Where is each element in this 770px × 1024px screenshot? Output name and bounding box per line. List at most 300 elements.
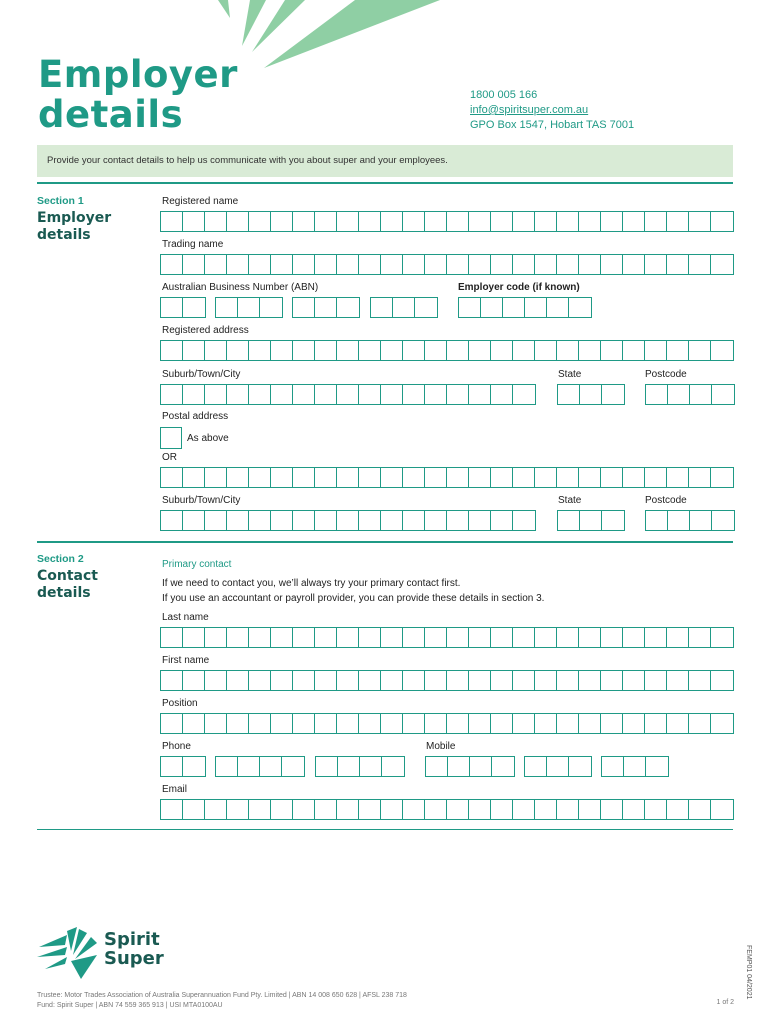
char-box[interactable] <box>667 341 689 360</box>
char-box[interactable] <box>491 628 513 647</box>
char-box[interactable] <box>447 628 469 647</box>
char-box[interactable] <box>205 671 227 690</box>
char-box[interactable] <box>161 511 183 530</box>
char-box[interactable] <box>315 468 337 487</box>
char-box[interactable] <box>315 511 337 530</box>
char-box[interactable] <box>667 714 689 733</box>
char-box[interactable] <box>249 671 271 690</box>
char-box[interactable] <box>557 800 579 819</box>
char-box[interactable] <box>558 385 580 404</box>
char-box[interactable] <box>579 714 601 733</box>
char-box[interactable] <box>205 468 227 487</box>
char-box[interactable] <box>547 757 569 776</box>
char-box[interactable] <box>293 628 315 647</box>
char-box[interactable] <box>393 298 415 317</box>
char-box[interactable] <box>447 385 469 404</box>
char-box[interactable] <box>183 671 205 690</box>
char-box[interactable] <box>403 212 425 231</box>
char-box[interactable] <box>469 714 491 733</box>
char-box[interactable] <box>601 255 623 274</box>
postal-address-field[interactable] <box>160 467 734 488</box>
char-box[interactable] <box>227 468 249 487</box>
char-box[interactable] <box>249 468 271 487</box>
char-box[interactable] <box>491 385 513 404</box>
char-box[interactable] <box>712 511 734 530</box>
postal-state-field[interactable] <box>557 510 625 531</box>
char-box[interactable] <box>547 298 569 317</box>
char-box[interactable] <box>359 800 381 819</box>
char-box[interactable] <box>469 212 491 231</box>
char-box[interactable] <box>491 468 513 487</box>
char-box[interactable] <box>161 468 183 487</box>
char-box[interactable] <box>579 468 601 487</box>
char-box[interactable] <box>624 757 646 776</box>
char-box[interactable] <box>293 255 315 274</box>
char-box[interactable] <box>513 468 535 487</box>
char-box[interactable] <box>513 714 535 733</box>
char-box[interactable] <box>205 385 227 404</box>
char-box[interactable] <box>271 468 293 487</box>
char-box[interactable] <box>205 255 227 274</box>
postcode-field[interactable] <box>645 384 735 405</box>
char-box[interactable] <box>689 212 711 231</box>
char-box[interactable] <box>183 628 205 647</box>
char-box[interactable] <box>569 298 591 317</box>
first-name-field[interactable] <box>160 670 734 691</box>
char-box[interactable] <box>271 385 293 404</box>
char-box[interactable] <box>260 298 282 317</box>
char-box[interactable] <box>403 800 425 819</box>
char-box[interactable] <box>205 628 227 647</box>
char-box[interactable] <box>623 255 645 274</box>
char-box[interactable] <box>491 800 513 819</box>
char-box[interactable] <box>183 255 205 274</box>
char-box[interactable] <box>601 628 623 647</box>
char-box[interactable] <box>360 757 382 776</box>
char-box[interactable] <box>491 671 513 690</box>
char-box[interactable] <box>689 800 711 819</box>
char-box[interactable] <box>601 341 623 360</box>
char-box[interactable] <box>557 628 579 647</box>
char-box[interactable] <box>425 511 447 530</box>
char-box[interactable] <box>601 671 623 690</box>
char-box[interactable] <box>205 800 227 819</box>
char-box[interactable] <box>580 511 602 530</box>
char-box[interactable] <box>513 671 535 690</box>
trading-name-field[interactable] <box>160 254 734 275</box>
char-box[interactable] <box>535 671 557 690</box>
char-box[interactable] <box>525 298 547 317</box>
char-box[interactable] <box>513 255 535 274</box>
char-box[interactable] <box>513 341 535 360</box>
char-box[interactable] <box>623 468 645 487</box>
char-box[interactable] <box>645 671 667 690</box>
char-box[interactable] <box>425 341 447 360</box>
abn-field-1[interactable] <box>160 297 206 318</box>
char-box[interactable] <box>425 385 447 404</box>
char-box[interactable] <box>227 671 249 690</box>
char-box[interactable] <box>161 628 183 647</box>
email-link[interactable]: info@spiritsuper.com.au <box>470 104 589 116</box>
mobile-field-2[interactable] <box>524 756 592 777</box>
char-box[interactable] <box>227 385 249 404</box>
char-box[interactable] <box>183 468 205 487</box>
char-box[interactable] <box>161 298 183 317</box>
char-box[interactable] <box>579 255 601 274</box>
char-box[interactable] <box>381 628 403 647</box>
char-box[interactable] <box>558 511 580 530</box>
char-box[interactable] <box>557 468 579 487</box>
char-box[interactable] <box>470 757 492 776</box>
char-box[interactable] <box>315 298 337 317</box>
char-box[interactable] <box>183 511 205 530</box>
char-box[interactable] <box>227 255 249 274</box>
char-box[interactable] <box>425 800 447 819</box>
char-box[interactable] <box>359 255 381 274</box>
phone-field-3[interactable] <box>315 756 405 777</box>
char-box[interactable] <box>315 671 337 690</box>
char-box[interactable] <box>491 255 513 274</box>
char-box[interactable] <box>293 671 315 690</box>
char-box[interactable] <box>359 212 381 231</box>
char-box[interactable] <box>535 255 557 274</box>
char-box[interactable] <box>359 671 381 690</box>
char-box[interactable] <box>183 800 205 819</box>
char-box[interactable] <box>667 671 689 690</box>
char-box[interactable] <box>403 255 425 274</box>
char-box[interactable] <box>645 628 667 647</box>
char-box[interactable] <box>425 628 447 647</box>
char-box[interactable] <box>403 671 425 690</box>
char-box[interactable] <box>492 757 514 776</box>
char-box[interactable] <box>646 385 668 404</box>
char-box[interactable] <box>667 468 689 487</box>
char-box[interactable] <box>469 341 491 360</box>
char-box[interactable] <box>689 341 711 360</box>
char-box[interactable] <box>491 511 513 530</box>
char-box[interactable] <box>381 255 403 274</box>
char-box[interactable] <box>689 671 711 690</box>
char-box[interactable] <box>293 714 315 733</box>
char-box[interactable] <box>557 255 579 274</box>
char-box[interactable] <box>260 757 282 776</box>
char-box[interactable] <box>525 757 547 776</box>
char-box[interactable] <box>315 714 337 733</box>
char-box[interactable] <box>205 511 227 530</box>
char-box[interactable] <box>535 468 557 487</box>
char-box[interactable] <box>293 385 315 404</box>
char-box[interactable] <box>689 714 711 733</box>
postal-suburb-field[interactable] <box>160 510 536 531</box>
char-box[interactable] <box>183 341 205 360</box>
char-box[interactable] <box>315 800 337 819</box>
char-box[interactable] <box>371 298 393 317</box>
char-box[interactable] <box>623 341 645 360</box>
char-box[interactable] <box>381 212 403 231</box>
char-box[interactable] <box>711 800 733 819</box>
char-box[interactable] <box>205 714 227 733</box>
char-box[interactable] <box>381 385 403 404</box>
char-box[interactable] <box>469 511 491 530</box>
char-box[interactable] <box>249 628 271 647</box>
char-box[interactable] <box>316 757 338 776</box>
char-box[interactable] <box>602 511 624 530</box>
char-box[interactable] <box>557 341 579 360</box>
mobile-field-3[interactable] <box>601 756 669 777</box>
abn-field-4[interactable] <box>370 297 438 318</box>
char-box[interactable] <box>667 800 689 819</box>
char-box[interactable] <box>469 628 491 647</box>
char-box[interactable] <box>271 341 293 360</box>
char-box[interactable] <box>249 511 271 530</box>
char-box[interactable] <box>447 468 469 487</box>
phone-field-1[interactable] <box>160 756 206 777</box>
char-box[interactable] <box>601 800 623 819</box>
char-box[interactable] <box>469 385 491 404</box>
char-box[interactable] <box>425 714 447 733</box>
char-box[interactable] <box>161 385 183 404</box>
char-box[interactable] <box>623 628 645 647</box>
char-box[interactable] <box>646 757 668 776</box>
char-box[interactable] <box>513 212 535 231</box>
char-box[interactable] <box>227 511 249 530</box>
char-box[interactable] <box>601 468 623 487</box>
char-box[interactable] <box>689 255 711 274</box>
char-box[interactable] <box>315 628 337 647</box>
char-box[interactable] <box>337 628 359 647</box>
char-box[interactable] <box>447 511 469 530</box>
char-box[interactable] <box>315 255 337 274</box>
char-box[interactable] <box>447 255 469 274</box>
char-box[interactable] <box>513 628 535 647</box>
char-box[interactable] <box>623 671 645 690</box>
char-box[interactable] <box>711 341 733 360</box>
char-box[interactable] <box>645 800 667 819</box>
char-box[interactable] <box>161 212 183 231</box>
char-box[interactable] <box>249 255 271 274</box>
char-box[interactable] <box>359 714 381 733</box>
position-field[interactable] <box>160 713 734 734</box>
char-box[interactable] <box>711 212 733 231</box>
last-name-field[interactable] <box>160 627 734 648</box>
char-box[interactable] <box>403 714 425 733</box>
char-box[interactable] <box>403 385 425 404</box>
char-box[interactable] <box>227 341 249 360</box>
char-box[interactable] <box>271 511 293 530</box>
char-box[interactable] <box>359 628 381 647</box>
mobile-field-1[interactable] <box>425 756 515 777</box>
char-box[interactable] <box>382 757 404 776</box>
char-box[interactable] <box>381 511 403 530</box>
char-box[interactable] <box>712 385 734 404</box>
char-box[interactable] <box>161 714 183 733</box>
char-box[interactable] <box>161 255 183 274</box>
char-box[interactable] <box>315 341 337 360</box>
char-box[interactable] <box>503 298 525 317</box>
char-box[interactable] <box>513 511 535 530</box>
char-box[interactable] <box>271 714 293 733</box>
employer-code-field[interactable] <box>458 297 592 318</box>
char-box[interactable] <box>689 628 711 647</box>
char-box[interactable] <box>667 628 689 647</box>
char-box[interactable] <box>645 341 667 360</box>
char-box[interactable] <box>216 298 238 317</box>
char-box[interactable] <box>337 511 359 530</box>
char-box[interactable] <box>293 212 315 231</box>
char-box[interactable] <box>469 671 491 690</box>
char-box[interactable] <box>293 800 315 819</box>
char-box[interactable] <box>426 757 448 776</box>
char-box[interactable] <box>337 212 359 231</box>
char-box[interactable] <box>282 757 304 776</box>
char-box[interactable] <box>557 212 579 231</box>
char-box[interactable] <box>249 800 271 819</box>
postal-postcode-field[interactable] <box>645 510 735 531</box>
char-box[interactable] <box>580 385 602 404</box>
as-above-checkbox[interactable] <box>160 427 182 449</box>
char-box[interactable] <box>447 341 469 360</box>
char-box[interactable] <box>711 628 733 647</box>
char-box[interactable] <box>711 671 733 690</box>
char-box[interactable] <box>359 468 381 487</box>
char-box[interactable] <box>403 628 425 647</box>
char-box[interactable] <box>315 385 337 404</box>
char-box[interactable] <box>623 800 645 819</box>
char-box[interactable] <box>668 385 690 404</box>
char-box[interactable] <box>491 714 513 733</box>
char-box[interactable] <box>381 714 403 733</box>
char-box[interactable] <box>623 212 645 231</box>
char-box[interactable] <box>183 757 205 776</box>
char-box[interactable] <box>645 714 667 733</box>
char-box[interactable] <box>425 212 447 231</box>
registered-address-field[interactable] <box>160 340 734 361</box>
char-box[interactable] <box>338 757 360 776</box>
char-box[interactable] <box>579 212 601 231</box>
char-box[interactable] <box>227 714 249 733</box>
char-box[interactable] <box>205 212 227 231</box>
char-box[interactable] <box>161 757 183 776</box>
char-box[interactable] <box>337 255 359 274</box>
char-box[interactable] <box>535 714 557 733</box>
char-box[interactable] <box>161 800 183 819</box>
char-box[interactable] <box>447 800 469 819</box>
abn-field-2[interactable] <box>215 297 283 318</box>
char-box[interactable] <box>359 385 381 404</box>
char-box[interactable] <box>623 714 645 733</box>
char-box[interactable] <box>337 341 359 360</box>
char-box[interactable] <box>183 298 205 317</box>
char-box[interactable] <box>337 671 359 690</box>
char-box[interactable] <box>646 511 668 530</box>
char-box[interactable] <box>403 511 425 530</box>
char-box[interactable] <box>535 628 557 647</box>
char-box[interactable] <box>227 212 249 231</box>
char-box[interactable] <box>425 671 447 690</box>
char-box[interactable] <box>205 341 227 360</box>
char-box[interactable] <box>711 714 733 733</box>
char-box[interactable] <box>271 800 293 819</box>
char-box[interactable] <box>249 714 271 733</box>
char-box[interactable] <box>238 298 260 317</box>
char-box[interactable] <box>425 255 447 274</box>
char-box[interactable] <box>249 212 271 231</box>
char-box[interactable] <box>293 298 315 317</box>
char-box[interactable] <box>491 341 513 360</box>
char-box[interactable] <box>601 714 623 733</box>
char-box[interactable] <box>448 757 470 776</box>
char-box[interactable] <box>415 298 437 317</box>
char-box[interactable] <box>645 255 667 274</box>
char-box[interactable] <box>535 212 557 231</box>
char-box[interactable] <box>337 468 359 487</box>
char-box[interactable] <box>447 714 469 733</box>
char-box[interactable] <box>238 757 260 776</box>
suburb-field[interactable] <box>160 384 536 405</box>
char-box[interactable] <box>359 511 381 530</box>
char-box[interactable] <box>293 341 315 360</box>
char-box[interactable] <box>481 298 503 317</box>
char-box[interactable] <box>667 212 689 231</box>
char-box[interactable] <box>535 800 557 819</box>
char-box[interactable] <box>447 212 469 231</box>
char-box[interactable] <box>690 511 712 530</box>
char-box[interactable] <box>161 671 183 690</box>
char-box[interactable] <box>381 468 403 487</box>
char-box[interactable] <box>359 341 381 360</box>
char-box[interactable] <box>602 385 624 404</box>
char-box[interactable] <box>381 341 403 360</box>
char-box[interactable] <box>161 341 183 360</box>
char-box[interactable] <box>425 468 447 487</box>
char-box[interactable] <box>535 341 557 360</box>
char-box[interactable] <box>469 255 491 274</box>
char-box[interactable] <box>381 671 403 690</box>
char-box[interactable] <box>271 212 293 231</box>
char-box[interactable] <box>469 468 491 487</box>
char-box[interactable] <box>271 255 293 274</box>
char-box[interactable] <box>667 255 689 274</box>
char-box[interactable] <box>689 468 711 487</box>
char-box[interactable] <box>337 800 359 819</box>
char-box[interactable] <box>579 671 601 690</box>
char-box[interactable] <box>403 468 425 487</box>
char-box[interactable] <box>569 757 591 776</box>
char-box[interactable] <box>183 212 205 231</box>
char-box[interactable] <box>645 468 667 487</box>
char-box[interactable] <box>602 757 624 776</box>
char-box[interactable] <box>381 800 403 819</box>
char-box[interactable] <box>315 212 337 231</box>
char-box[interactable] <box>557 671 579 690</box>
char-box[interactable] <box>293 468 315 487</box>
char-box[interactable] <box>216 757 238 776</box>
char-box[interactable] <box>668 511 690 530</box>
char-box[interactable] <box>249 385 271 404</box>
char-box[interactable] <box>690 385 712 404</box>
char-box[interactable] <box>337 298 359 317</box>
char-box[interactable] <box>579 341 601 360</box>
char-box[interactable] <box>337 714 359 733</box>
char-box[interactable] <box>645 212 667 231</box>
state-field[interactable] <box>557 384 625 405</box>
char-box[interactable] <box>293 511 315 530</box>
char-box[interactable] <box>711 255 733 274</box>
char-box[interactable] <box>403 341 425 360</box>
char-box[interactable] <box>601 212 623 231</box>
char-box[interactable] <box>271 671 293 690</box>
email-field[interactable] <box>160 799 734 820</box>
